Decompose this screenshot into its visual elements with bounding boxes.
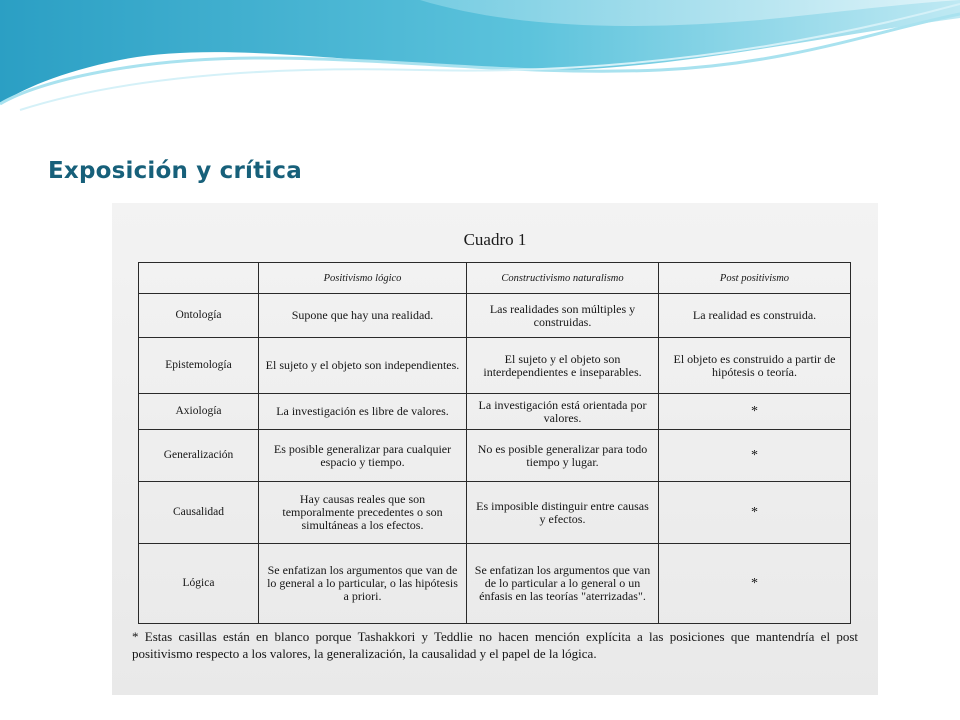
- row-label: Causalidad: [139, 482, 259, 544]
- header-cell-empty: [139, 263, 259, 294]
- table-cell: Es posible generalizar para cualquier espacio y tiempo.: [259, 430, 467, 482]
- table-cell: Las realidades son múltiples y construidas.: [467, 294, 659, 338]
- table-cell-asterisk: *: [659, 482, 851, 544]
- header-cell-post-positivismo: Post positivismo: [659, 263, 851, 294]
- table-row: [139, 394, 851, 430]
- table-row: [139, 544, 851, 624]
- table-cell-asterisk: *: [659, 394, 851, 430]
- row-label: Ontología: [139, 294, 259, 338]
- table-cell: Supone que hay una realidad.: [259, 294, 467, 338]
- header-cell-positivismo: Positivismo lógico: [259, 263, 467, 294]
- table-cell: Hay causas reales que son temporalmente precedentes o son simultáneas a los efectos.: [259, 482, 467, 544]
- table-row: [139, 294, 851, 338]
- header-cell-constructivismo: Constructivismo naturalismo: [467, 263, 659, 294]
- table-cell: Es imposible distinguir entre causas y efectos.: [467, 482, 659, 544]
- row-label: Epistemología: [139, 338, 259, 394]
- table-cell: El objeto es construido a partir de hipótesis o teoría.: [659, 338, 851, 394]
- row-label: Generalización: [139, 430, 259, 482]
- table-cell: La investigación es libre de valores.: [259, 394, 467, 430]
- table-cell: No es posible generalizar para todo tiempo y lugar.: [467, 430, 659, 482]
- table-header-row: [139, 263, 851, 294]
- comparison-table: [138, 262, 851, 624]
- row-label: Axiología: [139, 394, 259, 430]
- scanned-table-image: [112, 203, 878, 695]
- table-row: [139, 482, 851, 544]
- header-wave-decoration: [0, 0, 960, 130]
- table-cell: El sujeto y el objeto son interdependientes e inseparables.: [467, 338, 659, 394]
- table-footnote: * Estas casillas están en blanco porque Tashakkori y Teddlie no hacen mención explícita a las posiciones que mantendría el post positivismo respecto a los valores, la generalización, la causalidad y el papel de la lógica.: [132, 629, 858, 661]
- table-cell-asterisk: *: [659, 544, 851, 624]
- table-cell-asterisk: *: [659, 430, 851, 482]
- table-cell: La realidad es construida.: [659, 294, 851, 338]
- table-row: [139, 430, 851, 482]
- table-cell: Se enfatizan los argumentos que van de lo particular a lo general o un énfasis en las teorías "aterrizadas".: [467, 544, 659, 624]
- row-label: Lógica: [139, 544, 259, 624]
- table-cell: El sujeto y el objeto son independientes.: [259, 338, 467, 394]
- table-cell: Se enfatizan los argumentos que van de lo general a lo particular, o las hipótesis a priori.: [259, 544, 467, 624]
- table-caption: Cuadro 1: [463, 230, 527, 249]
- table-cell: La investigación está orientada por valores.: [467, 394, 659, 430]
- slide-title: Exposición y crítica: [48, 158, 302, 184]
- table-row: [139, 338, 851, 394]
